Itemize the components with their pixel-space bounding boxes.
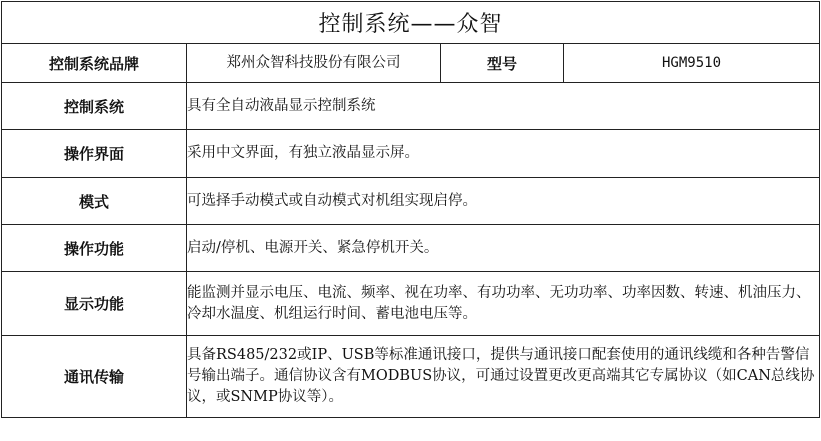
row-value: 启动/停机、电源开关、紧急停机开关。 bbox=[187, 225, 820, 272]
row-label: 通讯传输 bbox=[2, 336, 187, 418]
table-row bbox=[2, 83, 820, 130]
row-value: 具备RS485/232或IP、USB等标准通讯接口，提供与通讯接口配套使用的通讯线缆和各种告警信号输出端子。通信协议含有MODBUS协议，可通过设置更改更高端其它专属协议（如CAN总线协议，或SNMP协议等）。 bbox=[187, 336, 820, 418]
row-label: 模式 bbox=[2, 178, 187, 225]
spec-table bbox=[1, 1, 820, 418]
table-row bbox=[2, 130, 820, 178]
row-label: 显示功能 bbox=[2, 272, 187, 336]
title-row bbox=[2, 2, 820, 44]
table-row bbox=[2, 336, 820, 418]
row-label: 操作功能 bbox=[2, 225, 187, 272]
row-value: 采用中文界面，有独立液晶显示屏。 bbox=[187, 130, 820, 178]
table-row bbox=[2, 272, 820, 336]
row-label: 操作界面 bbox=[2, 130, 187, 178]
brand-value: 郑州众智科技股份有限公司 bbox=[187, 44, 441, 83]
table-title: 控制系统——众智 bbox=[2, 2, 820, 44]
model-label: 型号 bbox=[441, 44, 564, 83]
table-row bbox=[2, 178, 820, 225]
model-value: HGM9510 bbox=[564, 44, 820, 83]
brand-label: 控制系统品牌 bbox=[2, 44, 187, 83]
row-value: 可选择手动模式或自动模式对机组实现启停。 bbox=[187, 178, 820, 225]
brand-row bbox=[2, 44, 820, 83]
row-label: 控制系统 bbox=[2, 83, 187, 130]
table-row bbox=[2, 225, 820, 272]
row-value: 能监测并显示电压、电流、频率、视在功率、有功功率、无功功率、功率因数、转速、机油压力、冷却水温度、机组运行时间、蓄电池电压等。 bbox=[187, 272, 820, 336]
row-value: 具有全自动液晶显示控制系统 bbox=[187, 83, 820, 130]
